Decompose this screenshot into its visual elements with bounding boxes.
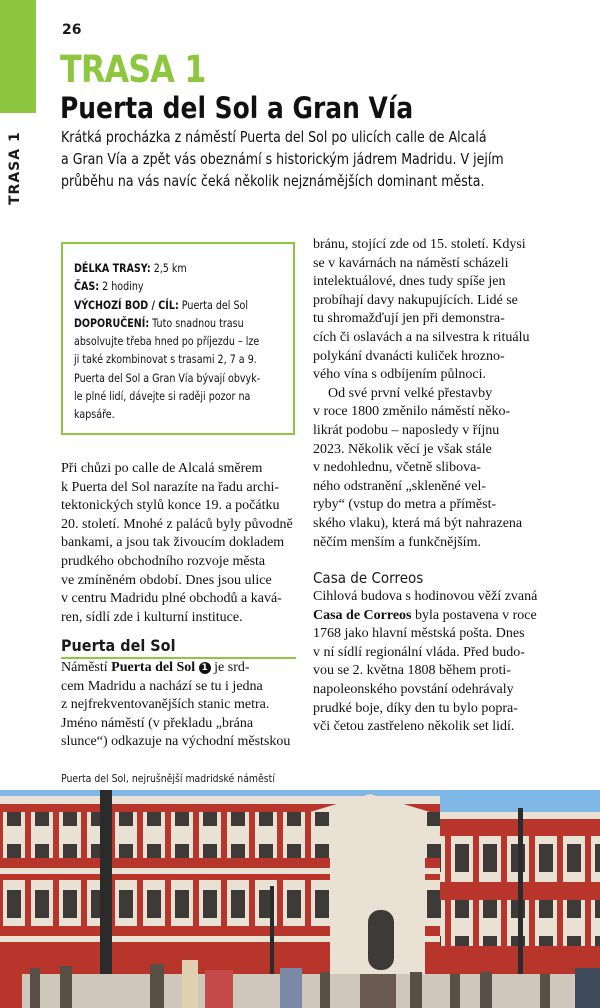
text-fragment: byla postavena v roce — [411, 607, 537, 623]
photo-caption: Puerta del Sol, nejrušnější madridské náměstí — [61, 772, 275, 785]
text-line: Cihlová budova s hodinovou věží zvaná — [313, 589, 538, 604]
heading-puerta-del-sol: Puerta del Sol — [61, 636, 176, 655]
lead-paragraph — [61, 126, 515, 192]
text-line: 1768 jako hlavní městská pošta. Dnes — [313, 626, 525, 642]
text-line — [313, 607, 537, 626]
text-line: napoleonského povstání odehrávaly — [313, 681, 514, 697]
info-tip-line: le plné lidí, dávejte si raději pozor na — [74, 389, 251, 404]
info-start-label: VÝCHOZÍ BOD / CÍL: — [74, 297, 179, 312]
info-tip-line: ji také zkombinovat s trasami 2, 7 a 9. — [74, 352, 257, 367]
text-line: vého vína s odbíjením půlnoci. — [313, 367, 487, 383]
text-line: tektonických stylů konce 19. a počátku — [61, 498, 280, 514]
text-line: vou se 2. května 1808 během proti- — [313, 663, 511, 679]
lead-line: a Gran Vía a zpět vás obeznámí s historickým jádrem Madridu. V jejím — [61, 150, 504, 168]
text-line: ryby“ (vstup do metra a příměst- — [313, 497, 497, 513]
text-line: k Puerta del Sol narazíte na řadu archi- — [61, 479, 280, 495]
text-line: tu shromažďují jen při demonstra- — [313, 311, 505, 327]
central-door — [368, 910, 394, 970]
text-line: probíhají davy nakupujících. Lidé se — [313, 292, 518, 308]
text-fragment: Náměstí — [61, 660, 112, 675]
text-line: Jméno náměstí (v překladu „brána — [61, 715, 254, 731]
route-info-box — [61, 242, 295, 435]
side-route-label: TRASA 1 — [7, 131, 23, 205]
info-tip-line: kapsáře. — [74, 407, 115, 422]
page-number: 26 — [62, 22, 82, 38]
text-line: v ní sídlí regionální vláda. Před budo- — [313, 644, 525, 660]
text-line: likrát podobu – naposledy v říjnu — [313, 422, 500, 438]
text-line: ného odstranění „skleněné vel- — [313, 478, 486, 494]
intro-paragraph — [61, 460, 293, 627]
text-line: bankami, a jsou tak živoucím dokladem — [61, 535, 285, 551]
text-line: ve zmíněném období. Dnes jsou ulice — [61, 572, 272, 588]
text-line: Od své první velké přestavby — [328, 385, 493, 401]
right-column-text — [313, 236, 530, 552]
puerta-del-sol-paragraph — [61, 659, 290, 752]
text-fragment: je srd- — [210, 660, 250, 675]
text-line: prudkého obchodního rozvoje města — [61, 553, 266, 569]
map-marker-badge: 1 — [199, 662, 211, 674]
info-length-label: DÉLKA TRASY: — [74, 261, 151, 275]
info-tip-line: Puerta del Sol a Gran Vía bývají obvyk- — [74, 370, 261, 385]
text-line — [61, 659, 290, 678]
lead-line: Krátká procházka z náměstí Puerta del Sol po ulicích calle de Alcalá — [61, 128, 487, 146]
text-line: něčím menším a funkčnějším. — [313, 534, 481, 550]
info-tip — [74, 314, 290, 332]
text-line: v centru Madridu plné obchodů a kavá- — [61, 591, 282, 607]
text-line: polykání dvanácti kuliček hrozno- — [313, 348, 505, 364]
text-line: bránu, stojící zde od 15. století. Kdysi — [313, 237, 526, 252]
info-tip-label: DOPORUČENÍ: — [74, 315, 150, 330]
lamp-post — [270, 886, 274, 978]
lamp-post — [518, 808, 523, 978]
text-line: z nejfrekventovanějších stanic metra. — [61, 697, 270, 713]
info-start-value: Puerta del Sol — [181, 297, 249, 312]
text-line: v nedohlednu, včetně slibova- — [313, 460, 481, 476]
puerta-del-sol-photo — [0, 790, 600, 1008]
text-line: ského vlaku), která má být nahrazena — [313, 515, 523, 531]
info-start — [74, 296, 290, 314]
info-tip-line: absolvujte třeba hned po příjezdu – lze — [74, 334, 260, 349]
info-length — [74, 259, 290, 277]
route-number: TRASA 1 — [60, 48, 206, 91]
text-line: ren, sídlí zde i kulturní instituce. — [61, 609, 243, 625]
place-name: Puerta del Sol — [111, 660, 196, 675]
info-tip-first: Tuto snadnou trasu — [152, 315, 244, 330]
place-name: Casa de Correos — [313, 607, 412, 623]
heading-casa-de-correos: Casa de Correos — [313, 569, 424, 587]
text-line: 20. století. Mnohé z paláců byly původně — [61, 516, 293, 532]
text-line: prudké boje, díky den tu bylo popra- — [313, 700, 518, 716]
text-line: intelektuálové, dnes tudy spíše jen — [313, 274, 506, 290]
info-time-value: 2 hodiny — [102, 279, 144, 294]
text-line: vči četou zastřeleno několik set lidí. — [313, 719, 515, 735]
info-length-value: 2,5 km — [153, 261, 187, 275]
info-time — [74, 277, 290, 295]
text-line: slunce“) odkazuje na východní městskou — [61, 734, 291, 750]
text-line: se v kavárnách na náměstí scházeli — [313, 255, 509, 271]
text-line: cích či oslavách a na silvestra k rituálu — [313, 329, 530, 345]
info-time-label: ČAS: — [74, 279, 100, 294]
casa-de-correos-paragraph — [313, 588, 537, 737]
page-title: Puerta del Sol a Gran Vía — [60, 91, 414, 125]
text-line: 2023. Několik věcí je však stále — [313, 441, 492, 457]
text-line: cem Madridu a nachází se tu i jedna — [61, 678, 263, 694]
text-line: Při chůzi po calle de Alcalá směrem — [61, 461, 263, 476]
text-line: v roce 1800 změnilo náměstí něko- — [313, 404, 511, 420]
lead-line: průběhu na vás navíc čeká několik nejznámějších dominant města. — [61, 172, 485, 190]
